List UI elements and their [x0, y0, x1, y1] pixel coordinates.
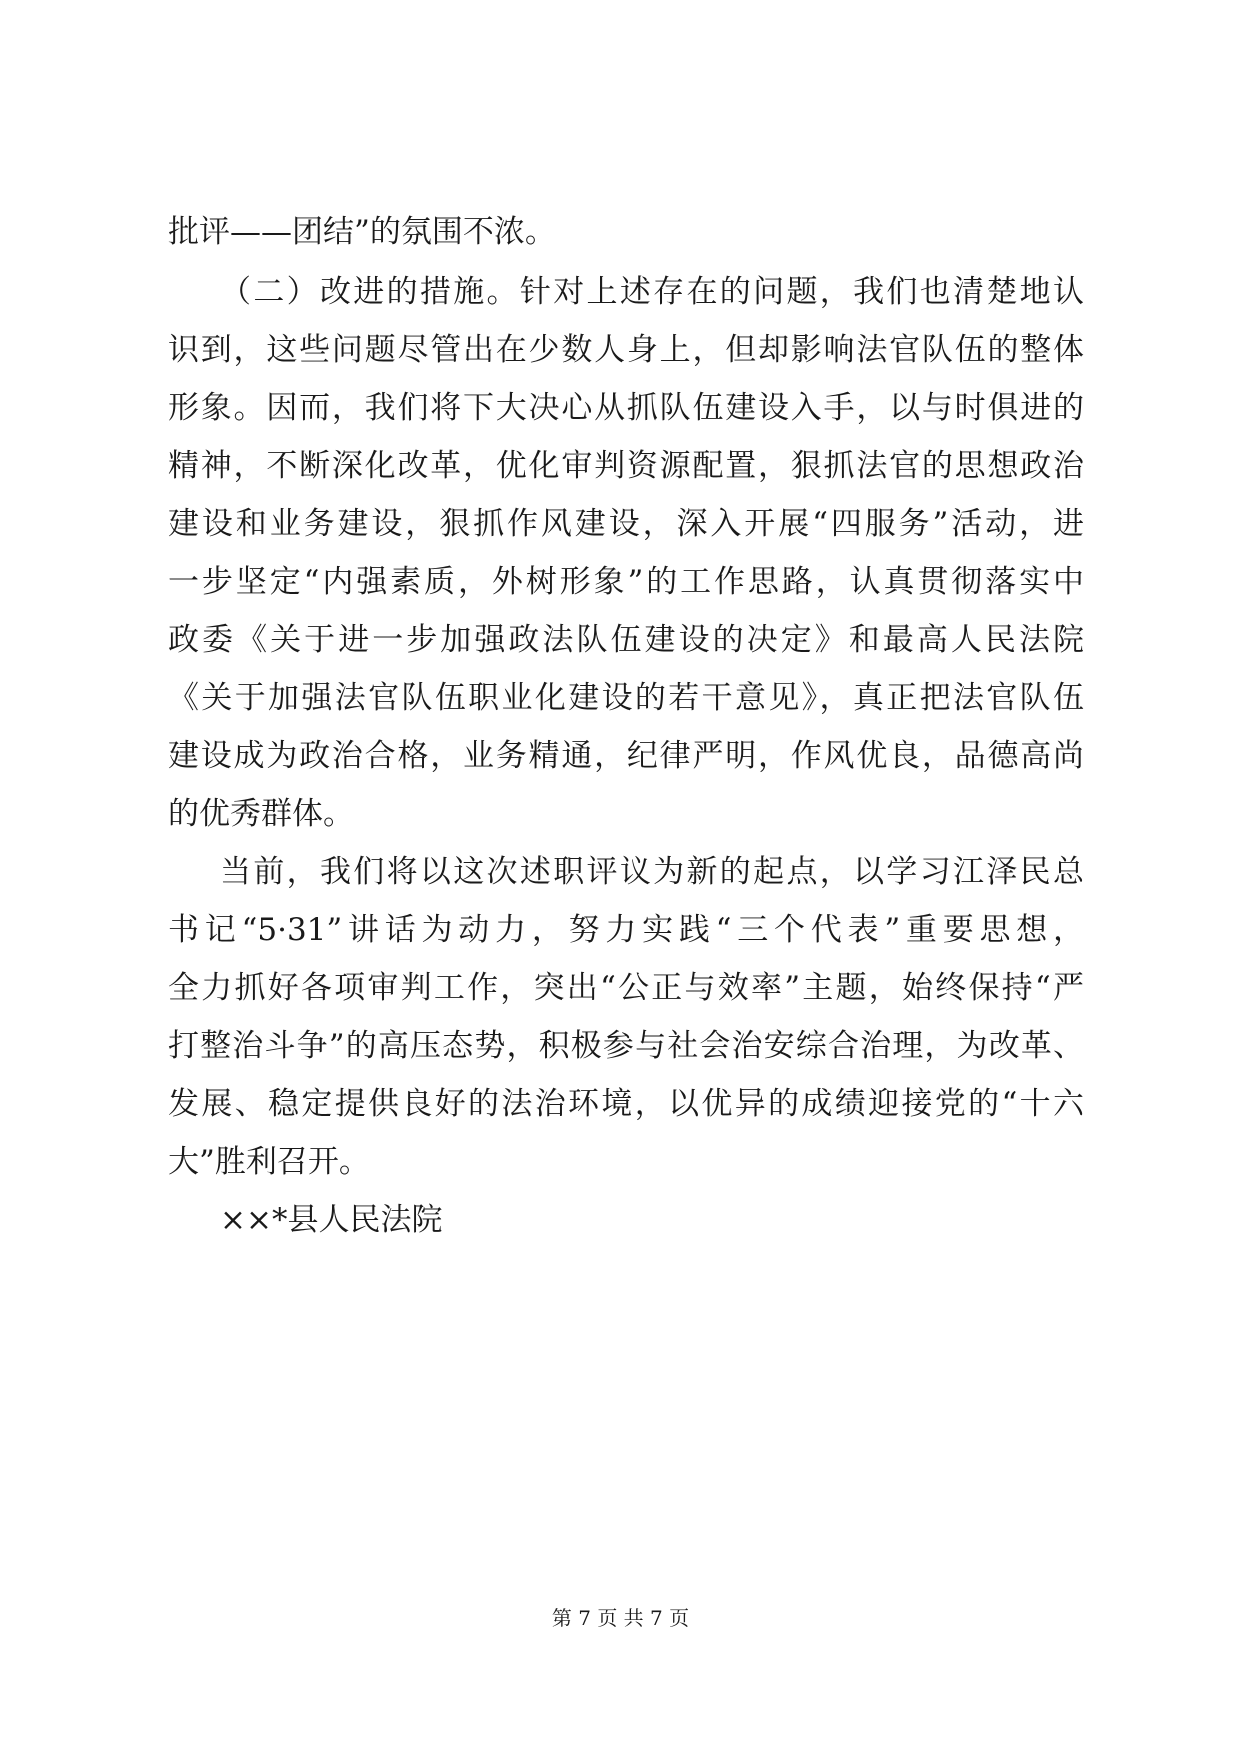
body-line: 一步坚定“内强素质，外树形象”的工作思路，认真贯彻落实中 — [168, 564, 1084, 600]
body-line: 书记“5·31”讲话为动力，努力实践“三个代表”重要思想， — [168, 912, 1084, 948]
body-line: 打整治斗争”的高压态势，积极参与社会治安综合治理，为改革、 — [168, 1028, 1084, 1064]
signature-organization: ××*县人民法院 — [220, 1202, 443, 1238]
body-line: 发展、稳定提供良好的法治环境，以优异的成绩迎接党的“十六 — [168, 1086, 1084, 1122]
body-line: 全力抓好各项审判工作，突出“公正与效率”主题，始终保持“严 — [168, 970, 1084, 1006]
page-number-footer: 第 7 页 共 7 页 — [551, 1606, 690, 1630]
body-line: 批评——团结”的氛围不浓。 — [168, 214, 556, 250]
paragraph-improvement-measures: （二）改进的措施。针对上述存在的问题，我们也清楚地认 — [220, 274, 1084, 310]
body-line: 的优秀群体。 — [168, 796, 354, 832]
body-line: 建设成为政治合格，业务精通，纪律严明，作风优良，品德高尚 — [168, 738, 1084, 774]
body-line: 形象。因而，我们将下大决心从抓队伍建设入手，以与时俱进的 — [168, 390, 1084, 426]
body-line: 建设和业务建设，狠抓作风建设，深入开展“四服务”活动，进 — [168, 506, 1084, 542]
body-line: 识到，这些问题尽管出在少数人身上，但却影响法官队伍的整体 — [168, 332, 1084, 368]
body-line: 精神，不断深化改革，优化审判资源配置，狠抓法官的思想政治 — [168, 448, 1084, 484]
body-line: 大”胜利召开。 — [168, 1144, 370, 1180]
body-line: 政委《关于进一步加强政法队伍建设的决定》和最高人民法院 — [168, 622, 1084, 658]
paragraph-current-plans: 当前，我们将以这次述职评议为新的起点，以学习江泽民总 — [220, 854, 1084, 890]
body-line: 《关于加强法官队伍职业化建设的若干意见》，真正把法官队伍 — [168, 680, 1084, 716]
